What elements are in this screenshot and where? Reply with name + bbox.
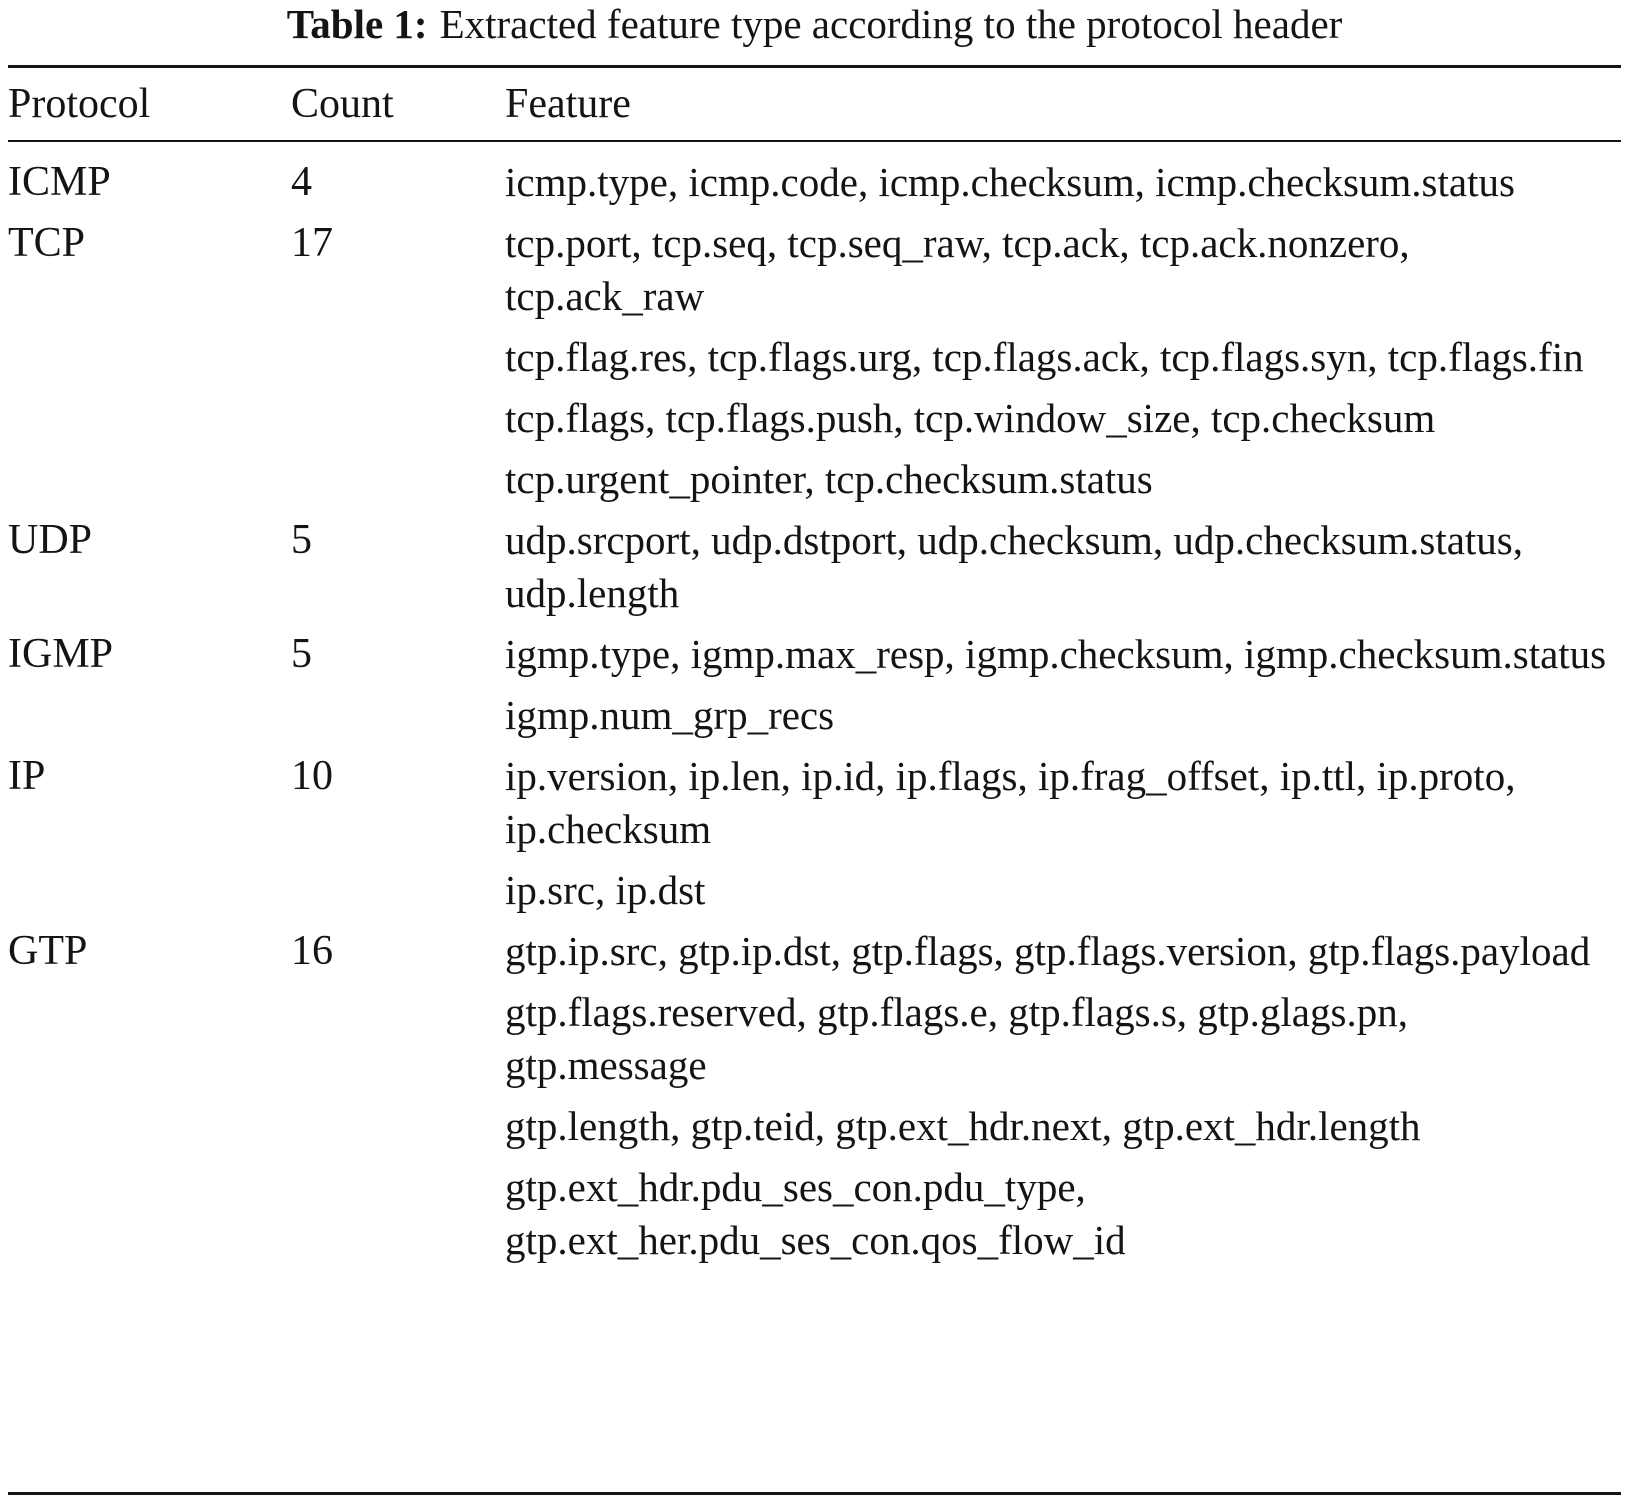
header-rule <box>8 140 1621 142</box>
table-row-igmp <box>0 628 1629 742</box>
count-cell: 4 <box>291 159 312 205</box>
feature-cell <box>505 750 1615 917</box>
caption-label: Table 1: <box>286 1 428 47</box>
feature-line: igmp.num_grp_recs <box>505 692 835 738</box>
feature-line: ip.version, ip.len, ip.id, ip.flags, ip.frag_offset, ip.ttl, ip.proto, ip.checksum <box>505 753 1516 852</box>
count-cell: 16 <box>291 928 333 974</box>
feature-line: gtp.flags.reserved, gtp.flags.e, gtp.flags.s, gtp.glags.pn, gtp.message <box>505 989 1408 1088</box>
feature-cell <box>505 514 1615 620</box>
protocol-cell: UDP <box>8 517 93 563</box>
table-row-gtp <box>0 925 1629 1267</box>
feature-line: tcp.urgent_pointer, tcp.checksum.status <box>505 456 1153 502</box>
count-cell: 5 <box>291 517 312 563</box>
header-feature: Feature <box>505 81 631 127</box>
caption-text: Extracted feature type according to the protocol header <box>439 1 1343 47</box>
top-rule <box>8 65 1621 68</box>
table-body <box>0 156 1629 1275</box>
feature-line: icmp.type, icmp.code, icmp.checksum, icmp.checksum.status <box>505 159 1515 205</box>
feature-line: gtp.length, gtp.teid, gtp.ext_hdr.next, gtp.ext_hdr.length <box>505 1103 1421 1149</box>
feature-line: gtp.ext_hdr.pdu_ses_con.pdu_type, gtp.ext_her.pdu_ses_con.qos_flow_id <box>505 1164 1126 1263</box>
feature-line: tcp.flags, tcp.flags.push, tcp.window_size, tcp.checksum <box>505 395 1436 441</box>
count-cell: 10 <box>291 753 333 799</box>
feature-cell <box>505 628 1615 742</box>
feature-line: tcp.flag.res, tcp.flags.urg, tcp.flags.ack, tcp.flags.syn, tcp.flags.fin <box>505 334 1584 380</box>
feature-line: igmp.type, igmp.max_resp, igmp.checksum, igmp.checksum.status <box>505 631 1607 677</box>
feature-cell <box>505 217 1615 506</box>
bottom-rule <box>8 1492 1621 1495</box>
protocol-cell: TCP <box>8 220 86 266</box>
feature-line: udp.srcport, udp.dstport, udp.checksum, udp.checksum.status, udp.length <box>505 517 1524 616</box>
header-protocol: Protocol <box>8 81 151 127</box>
feature-line: gtp.ip.src, gtp.ip.dst, gtp.flags, gtp.flags.version, gtp.flags.payload <box>505 928 1591 974</box>
count-cell: 17 <box>291 220 333 266</box>
table-row-tcp <box>0 217 1629 506</box>
protocol-cell: GTP <box>8 928 88 974</box>
count-cell: 5 <box>291 631 312 677</box>
feature-cell <box>505 156 1615 209</box>
feature-line: ip.src, ip.dst <box>505 867 706 913</box>
table-caption <box>0 0 1629 48</box>
table-row-ip <box>0 750 1629 917</box>
header-count: Count <box>291 81 394 127</box>
table-row-udp <box>0 514 1629 620</box>
feature-cell <box>505 925 1615 1267</box>
feature-line: tcp.port, tcp.seq, tcp.seq_raw, tcp.ack, tcp.ack.nonzero, tcp.ack_raw <box>505 220 1410 319</box>
protocol-cell: ICMP <box>8 159 111 205</box>
protocol-cell: IP <box>8 753 46 799</box>
table-header <box>0 78 1629 134</box>
protocol-cell: IGMP <box>8 631 114 677</box>
table-row-icmp <box>0 156 1629 209</box>
